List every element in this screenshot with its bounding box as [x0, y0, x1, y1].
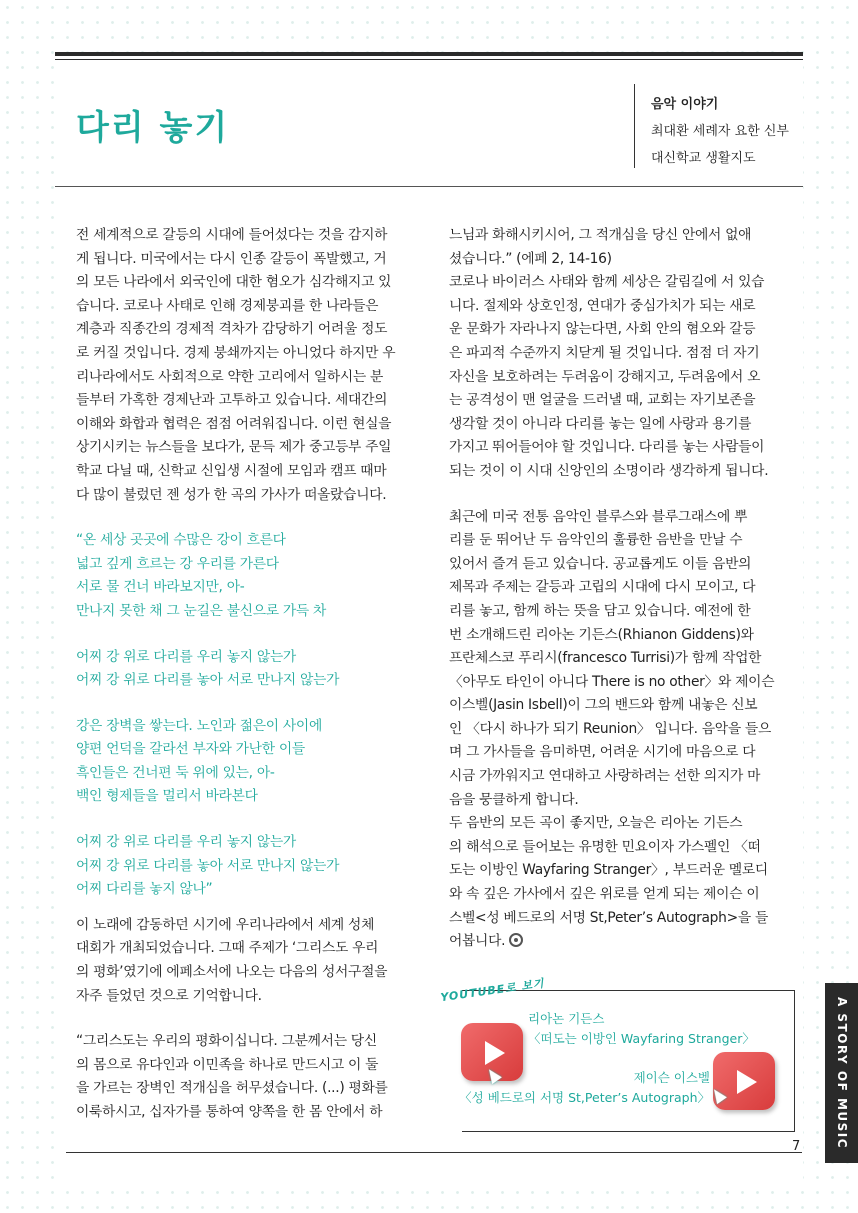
column-right [449, 224, 789, 954]
text-line: 상기시키는 뉴스들을 보다가, 문득 제가 중고등부 주일 [76, 439, 392, 456]
footer-rule [66, 1152, 802, 1153]
paragraph-intro [76, 224, 412, 507]
top-rule [55, 52, 803, 56]
text-line: 어찌 강 위로 다리를 놓아 서로 만나지 않는가 [76, 672, 340, 689]
text-line: 의 몸으로 유다인과 이민족을 하나로 만드시고 이 둘 [76, 1056, 379, 1073]
header-rule [55, 186, 803, 187]
text-line: 어찌 강 위로 다리를 놓아 서로 만나지 않는가 [76, 857, 340, 874]
song-2-artist: 제이슨 이스벨 [633, 1070, 710, 1085]
lyrics-chorus-1 [76, 646, 412, 693]
text-line: 흑인들은 건너편 둑 위에 있는, 아- [76, 764, 275, 781]
text-line: 인 〈다시 하나가 되기 Reunion〉 입니다. 음악을 들으 [449, 720, 771, 737]
author-affiliation: 대신학교 생활지도 [651, 151, 756, 166]
text-line: 셨습니다.” (에페 2, 14-16) [449, 250, 612, 267]
paragraph-albums [449, 506, 789, 931]
text-line: 다 많이 불렀던 젠 성가 한 곡의 가사가 떠올랐습니다. [76, 486, 387, 503]
text-line: 가지고 뛰어들어야 할 것입니다. 다리를 놓는 사람들이 [449, 439, 765, 456]
text-line: 넓고 깊게 흐르는 강 우리를 가른다 [76, 555, 279, 572]
text-line: 운 문화가 자라나지 않는다면, 사회 안의 혐오와 갈등 [449, 321, 756, 338]
song-2-title: 〈성 베드로의 서명 St,Peter’s Autograph〉 [459, 1090, 710, 1105]
play-button-icon[interactable] [713, 1052, 775, 1110]
text-line: 의 모든 나라에서 외국인에 대한 혐오가 심각해지고 있 [76, 274, 392, 291]
text-line: 대회가 개최되었습니다. 그때 주제가 ‘그리스도 우리 [76, 940, 379, 957]
text-line: 게 됩니다. 미국에서는 다시 인종 갈등이 폭발했고, 거 [76, 250, 387, 267]
text-line: 습니다. 코로나 사태로 인해 경제붕괴를 한 나라들은 [76, 297, 379, 314]
text-line: 최근에 미국 전통 음악인 블루스와 블루그래스에 뿌 [449, 508, 748, 525]
paragraph-eucharistic-congress [76, 914, 412, 1008]
text-line: 제목과 주제는 갈등과 고립의 시대에 다시 모이고, 다 [449, 579, 756, 596]
text-line: 며 그 가사들을 음미하면, 어려운 시기에 마음으로 다 [449, 744, 756, 761]
text-line: 리를 둔 뛰어난 두 음악인의 훌륭한 음반을 만날 수 [449, 532, 743, 549]
text-line: 자주 들었던 것으로 기억합니다. [76, 987, 262, 1004]
text-line: 백인 형제들을 멀리서 바라본다 [76, 788, 258, 805]
text-line: 로 커질 것입니다. 경제 붕쇄까지는 아니었다 하지만 우 [76, 344, 396, 361]
text-line: 어찌 다리를 놓지 않나” [76, 881, 213, 898]
text-line: 느님과 화해시키시어, 그 적개심을 당신 안에서 없애 [449, 227, 752, 243]
text-line: 서로 물 건너 바라보지만, 아- [76, 579, 245, 596]
song-1-text [528, 1009, 755, 1049]
column-left [76, 224, 412, 1125]
text-line: 스벨<성 베드로의 서명 St,Peter’s Autograph>을 들 [449, 909, 768, 926]
song-1-artist: 리아논 기든스 [528, 1011, 605, 1026]
text-line: 자신을 보호하려는 두려움이 강해지고, 두려움에서 오 [449, 368, 761, 385]
song-2-text [456, 1068, 710, 1108]
text-line: 이스벨(Jasin Isbell)이 그의 밴드와 함께 내놓은 신보 [449, 697, 758, 714]
text-line: 코로나 바이러스 사태와 함께 세상은 갈림길에 서 있습 [449, 274, 765, 291]
text-line: 어찌 강 위로 다리를 우리 놓지 않는가 [76, 648, 296, 665]
text-line: 음을 뭉클하게 합니다. [449, 791, 579, 808]
text-line: 생각할 것이 아니라 다리를 놓는 일에 사랑과 용기를 [449, 415, 752, 432]
text-line: “그리스도는 우리의 평화이십니다. 그분께서는 당신 [76, 1033, 377, 1050]
side-tab-label: A STORY OF MUSIC [834, 996, 849, 1150]
paragraph-end-line: 어봅니다. [449, 930, 789, 954]
text-line: 리를 놓고, 함께 하는 뜻을 담고 있습니다. 예전에 한 [449, 602, 751, 619]
text-line: 전 세계적으로 갈등의 시대에 들어섰다는 것을 감지하 [76, 227, 388, 243]
text-line: 들부터 가혹한 경제난과 고투하고 있습니다. 세대간의 [76, 392, 388, 409]
song-1-title: 〈떠도는 이방인 Wayfaring Stranger〉 [528, 1031, 755, 1046]
header-divider [634, 84, 635, 168]
text-line: 프란체스코 푸리시(francesco Turrisi)가 함께 작업한 [449, 650, 762, 667]
text-line: 을 가르는 장벽인 적개심을 허무셨습니다. (...) 평화를 [76, 1080, 388, 1097]
top-rule-thin [55, 59, 803, 60]
text-line: 있어서 즐겨 듣고 있습니다. 공교롭게도 이들 음반의 [449, 555, 752, 572]
text-line: 리나라에서도 사회적으로 약한 고리에서 일하시는 분 [76, 368, 384, 385]
end-mark-icon [509, 933, 523, 947]
text-line: 의 해석으로 들어보는 유명한 민요이자 가스펠인 〈떠 [449, 838, 761, 855]
category-label: 음악 이야기 [651, 97, 719, 112]
page-number: 7 [792, 1139, 801, 1154]
lyrics-chorus-2 [76, 831, 412, 902]
text-line: 은 파괴적 수준까지 치닫게 될 것입니다. 점점 더 자기 [449, 344, 760, 361]
text-line: 되는 것이 이 시대 신앙인의 소명이라 생각하게 됩니다. [449, 462, 769, 479]
text-line: 계층과 직종간의 경제적 격차가 감당하기 어려울 정도 [76, 321, 388, 338]
section-side-tab [825, 983, 858, 1163]
text-line: 시금 가까워지고 연대하고 사랑하려는 선한 의지가 마 [449, 768, 761, 785]
text-line: 이해와 화합과 협력은 점점 어려워집니다. 이런 현실을 [76, 415, 392, 432]
text-line: 양편 언덕을 갈라선 부자와 가난한 이들 [76, 741, 305, 758]
text-line: 이 노래에 감동하던 시기에 우리나라에서 세계 성체 [76, 916, 375, 933]
text-line: 도는 이방인 Wayfaring Stranger〉, 부드러운 멜로디 [449, 862, 768, 879]
text-line: 만나지 못한 채 그 눈길은 불신으로 가득 차 [76, 602, 327, 619]
paragraph-corona [449, 224, 789, 484]
text-line: 두 음반의 모든 곡이 좋지만, 오늘은 리아논 기든스 [449, 815, 743, 832]
text-line: 〈아무도 타인이 아니다 There is no other〉와 제이슨 [449, 673, 775, 690]
text-line: 의 평화’였기에 에페소서에 나오는 다음의 성서구절을 [76, 964, 388, 981]
text-line: 니다. 절제와 상호인정, 연대가 중심가치가 되는 새로 [449, 297, 756, 314]
article-meta [651, 91, 789, 172]
text-line: 이룩하시고, 십자가를 통하여 양쪽을 한 몸 안에서 하 [76, 1104, 383, 1120]
text-line: 강은 장벽을 쌓는다. 노인과 젊은이 사이에 [76, 717, 322, 734]
text-line: 어찌 강 위로 다리를 우리 놓지 않는가 [76, 834, 296, 851]
paragraph-scripture-quote [76, 1030, 412, 1124]
text-line: 번 소개해드린 리아논 기든스(Rhianon Giddens)와 [449, 626, 754, 643]
lyrics-verse-1 [76, 529, 412, 623]
text-line: 와 속 깊은 가사에서 깊은 위로를 얻게 되는 제이슨 이 [449, 886, 760, 903]
text-line: 학교 다닐 때, 신학교 신입생 시절에 모임과 캠프 때마 [76, 462, 387, 479]
text-line: 는 공격성이 맨 얼굴을 드러낼 때, 교회는 자기보존을 [449, 392, 756, 409]
text-line: “온 세상 곳곳에 수많은 강이 흐른다 [76, 532, 286, 549]
author-name: 최대환 세례자 요한 신부 [651, 124, 789, 139]
youtube-label: YOUTUBE로 보기 [439, 976, 546, 1005]
article-title: 다리 놓기 [76, 108, 230, 148]
lyrics-verse-2 [76, 715, 412, 809]
